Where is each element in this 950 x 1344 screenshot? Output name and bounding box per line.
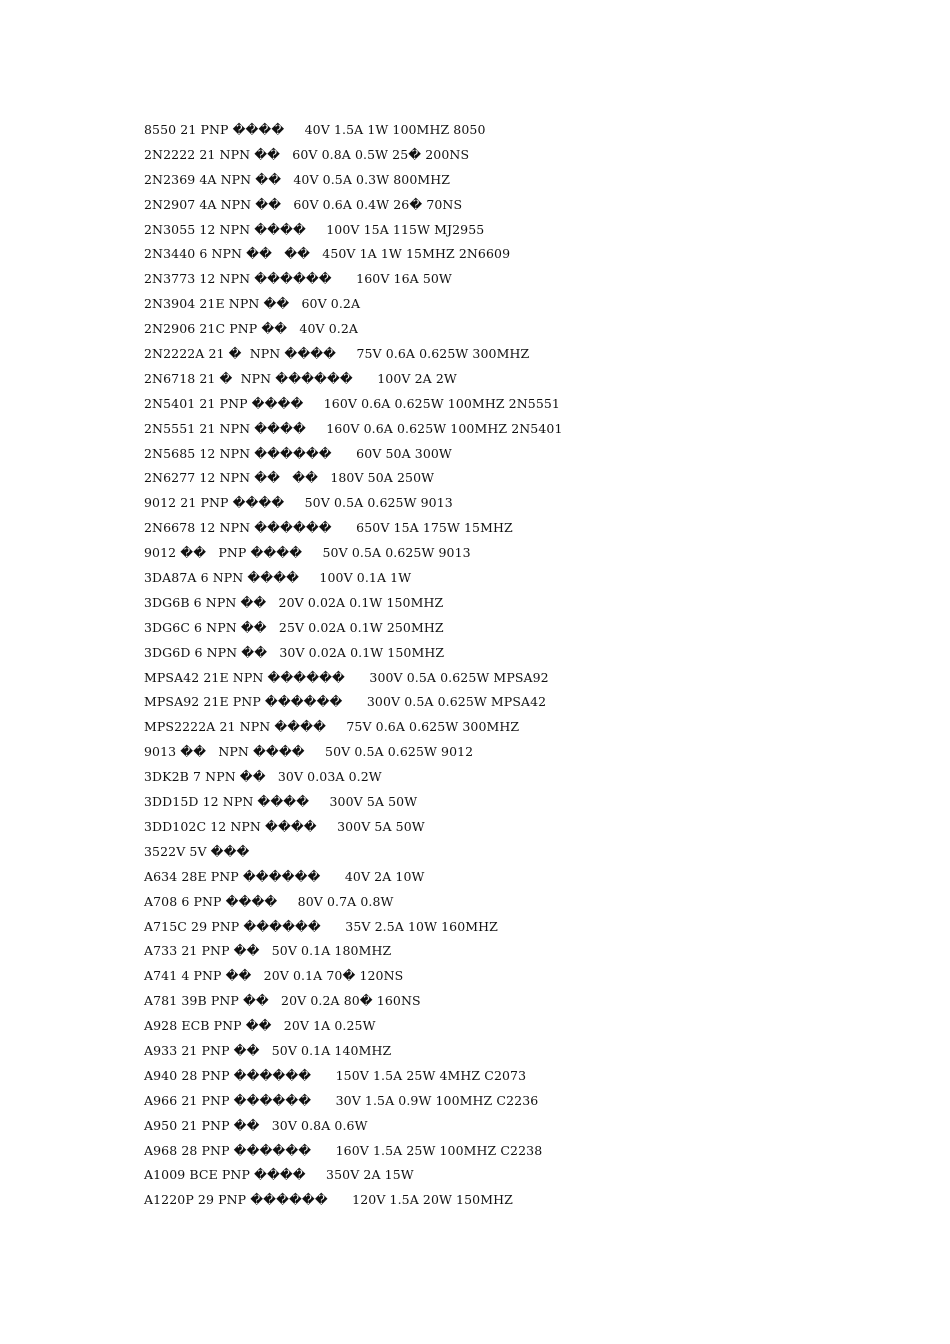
list-item: 2N2369 4A NPN �� 40V 0.5A 0.3W 800MHZ bbox=[144, 171, 451, 187]
list-item: A715C 29 PNP ������ 35V 2.5A 10W 160MHZ bbox=[144, 918, 498, 934]
list-item: 9013 �� NPN ���� 50V 0.5A 0.625W 9012 bbox=[144, 744, 474, 760]
list-item: MPSA42 21E NPN ������ 300V 0.5A 0.625W MPSA92 bbox=[144, 669, 549, 685]
list-item: MPSA92 21E PNP ������ 300V 0.5A 0.625W MPSA42 bbox=[144, 694, 547, 710]
list-item: A968 28 PNP ������ 160V 1.5A 25W 100MHZ C2238 bbox=[144, 1142, 543, 1158]
list-item: 3DG6B 6 NPN �� 20V 0.02A 0.1W 150MHZ bbox=[144, 594, 444, 610]
list-item: A928 ECB PNP �� 20V 1A 0.25W bbox=[144, 1018, 376, 1034]
list-item: 9012 21 PNP ���� 50V 0.5A 0.625W 9013 bbox=[144, 495, 453, 511]
list-item: A1009 BCE PNP ���� 350V 2A 15W bbox=[144, 1167, 414, 1183]
list-item: MPS2222A 21 NPN ���� 75V 0.6A 0.625W 300MHZ bbox=[144, 719, 520, 735]
list-item: 2N2222 21 NPN �� 60V 0.8A 0.5W 25� 200NS bbox=[144, 146, 470, 162]
list-item: 3DD102C 12 NPN ���� 300V 5A 50W bbox=[144, 818, 425, 834]
list-item: A1220P 29 PNP ������ 120V 1.5A 20W 150MHZ bbox=[144, 1192, 513, 1208]
list-item: 2N2906 21C PNP �� 40V 0.2A bbox=[144, 321, 359, 337]
list-item: 2N6277 12 NPN �� �� 180V 50A 250W bbox=[144, 470, 435, 486]
list-item: 3DG6C 6 NPN �� 25V 0.02A 0.1W 250MHZ bbox=[144, 619, 444, 635]
list-item: A634 28E PNP ������ 40V 2A 10W bbox=[144, 868, 425, 884]
list-item: 2N2907 4A NPN �� 60V 0.6A 0.4W 26� 70NS bbox=[144, 196, 463, 212]
list-item: 3DA87A 6 NPN ���� 100V 0.1A 1W bbox=[144, 570, 412, 586]
list-item: 2N6678 12 NPN ������ 650V 15A 175W 15MHZ bbox=[144, 520, 513, 536]
list-item: A940 28 PNP ������ 150V 1.5A 25W 4MHZ C2073 bbox=[144, 1067, 527, 1083]
list-item: A733 21 PNP �� 50V 0.1A 180MHZ bbox=[144, 943, 392, 959]
list-item: A708 6 PNP ���� 80V 0.7A 0.8W bbox=[144, 893, 394, 909]
list-item: A741 4 PNP �� 20V 0.1A 70� 120NS bbox=[144, 968, 404, 984]
list-item: 2N5551 21 NPN ���� 160V 0.6A 0.625W 100MHZ 2N5401 bbox=[144, 420, 563, 436]
list-item: 2N3904 21E NPN �� 60V 0.2A bbox=[144, 296, 361, 312]
list-item: 2N5685 12 NPN ������ 60V 50A 300W bbox=[144, 445, 452, 461]
list-item: A933 21 PNP �� 50V 0.1A 140MHZ bbox=[144, 1042, 392, 1058]
list-item: 2N3055 12 NPN ���� 100V 15A 115W MJ2955 bbox=[144, 221, 485, 237]
list-item: 3522V 5V ��� bbox=[144, 843, 250, 859]
list-item: 3DK2B 7 NPN �� 30V 0.03A 0.2W bbox=[144, 769, 382, 785]
list-item: 3DG6D 6 NPN �� 30V 0.02A 0.1W 150MHZ bbox=[144, 644, 445, 660]
list-item: 2N5401 21 PNP ���� 160V 0.6A 0.625W 100MHZ 2N5551 bbox=[144, 395, 560, 411]
list-item: 3DD15D 12 NPN ���� 300V 5A 50W bbox=[144, 794, 418, 810]
list-item: A781 39B PNP �� 20V 0.2A 80� 160NS bbox=[144, 993, 421, 1009]
list-item: 2N6718 21 � NPN ������ 100V 2A 2W bbox=[144, 370, 457, 386]
list-item: 2N3440 6 NPN �� �� 450V 1A 1W 15MHZ 2N6609 bbox=[144, 246, 511, 262]
list-item: 9012 �� PNP ���� 50V 0.5A 0.625W 9013 bbox=[144, 545, 471, 561]
list-item: 2N3773 12 NPN ������ 160V 16A 50W bbox=[144, 271, 452, 287]
list-item: 2N2222A 21 � NPN ���� 75V 0.6A 0.625W 300MHZ bbox=[144, 346, 530, 362]
list-item: A966 21 PNP ������ 30V 1.5A 0.9W 100MHZ C2236 bbox=[144, 1092, 539, 1108]
transistor-list bbox=[144, 118, 884, 1213]
list-item: A950 21 PNP �� 30V 0.8A 0.6W bbox=[144, 1117, 368, 1133]
list-item: 8550 21 PNP ���� 40V 1.5A 1W 100MHZ 8050 bbox=[144, 122, 486, 137]
